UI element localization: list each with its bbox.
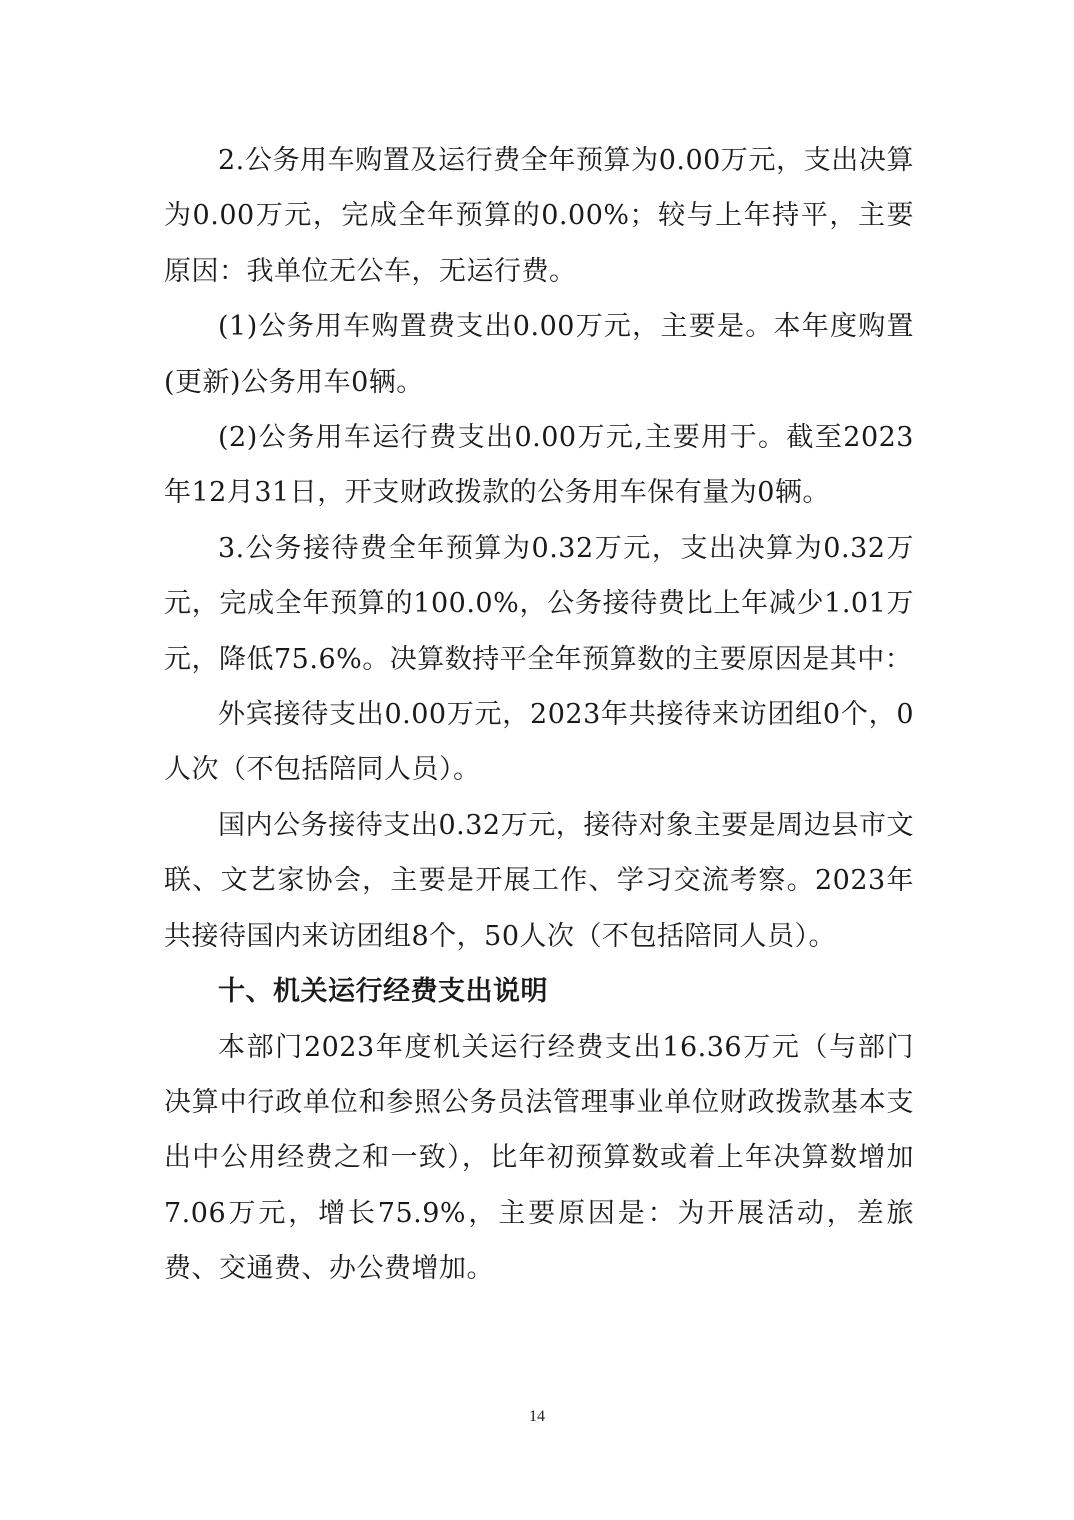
paragraph-reception-cost: 3.公务接待费全年预算为0.32万元，支出决算为0.32万元，完成全年预算的100.0%，公务接待费比上年减少1.01万元，降低75.6%。决算数持平全年预算数的主要原因是其中： xyxy=(164,532,914,675)
paragraph-vehicle-operation: (2)公务用车运行费支出0.00万元,主要用于。截至2023年12月31日，开支财政拨款的公务用车保有量为0辆。 xyxy=(164,422,914,509)
page-number: 14 xyxy=(529,1408,545,1425)
page-content xyxy=(164,133,914,1297)
paragraph-vehicle-purchase: (1)公务用车购置费支出0.00万元，主要是。本年度购置(更新)公务用车0辆。 xyxy=(164,311,914,398)
paragraph-foreign-reception: 外宾接待支出0.00万元，2023年共接待来访团组0个，0人次（不包括陪同人员）。 xyxy=(164,699,914,786)
paragraph-vehicle-cost: 2.公务用车购置及运行费全年预算为0.00万元，支出决算为0.00万元，完成全年预算的0.00%；较与上年持平，主要原因：我单位无公车，无运行费。 xyxy=(164,145,914,287)
paragraph-operating-expenses: 本部门2023年度机关运行经费支出16.36万元（与部门决算中行政单位和参照公务员法管理事业单位财政拨款基本支出中公用经费之和一致），比年初预算数或着上年决算数增加7.06万元，增长75.9%，主要原因是：为开展活动，差旅费、交通费、办公费增加。 xyxy=(164,1031,914,1285)
section-heading: 十、机关运行经费支出说明 xyxy=(218,976,548,1008)
paragraph-domestic-reception: 国内公务接待支出0.32万元，接待对象主要是周边县市文联、文艺家协会，主要是开展工作、学习交流考察。2023年共接待国内来访团组8个，50人次（不包括陪同人员）。 xyxy=(164,809,914,952)
